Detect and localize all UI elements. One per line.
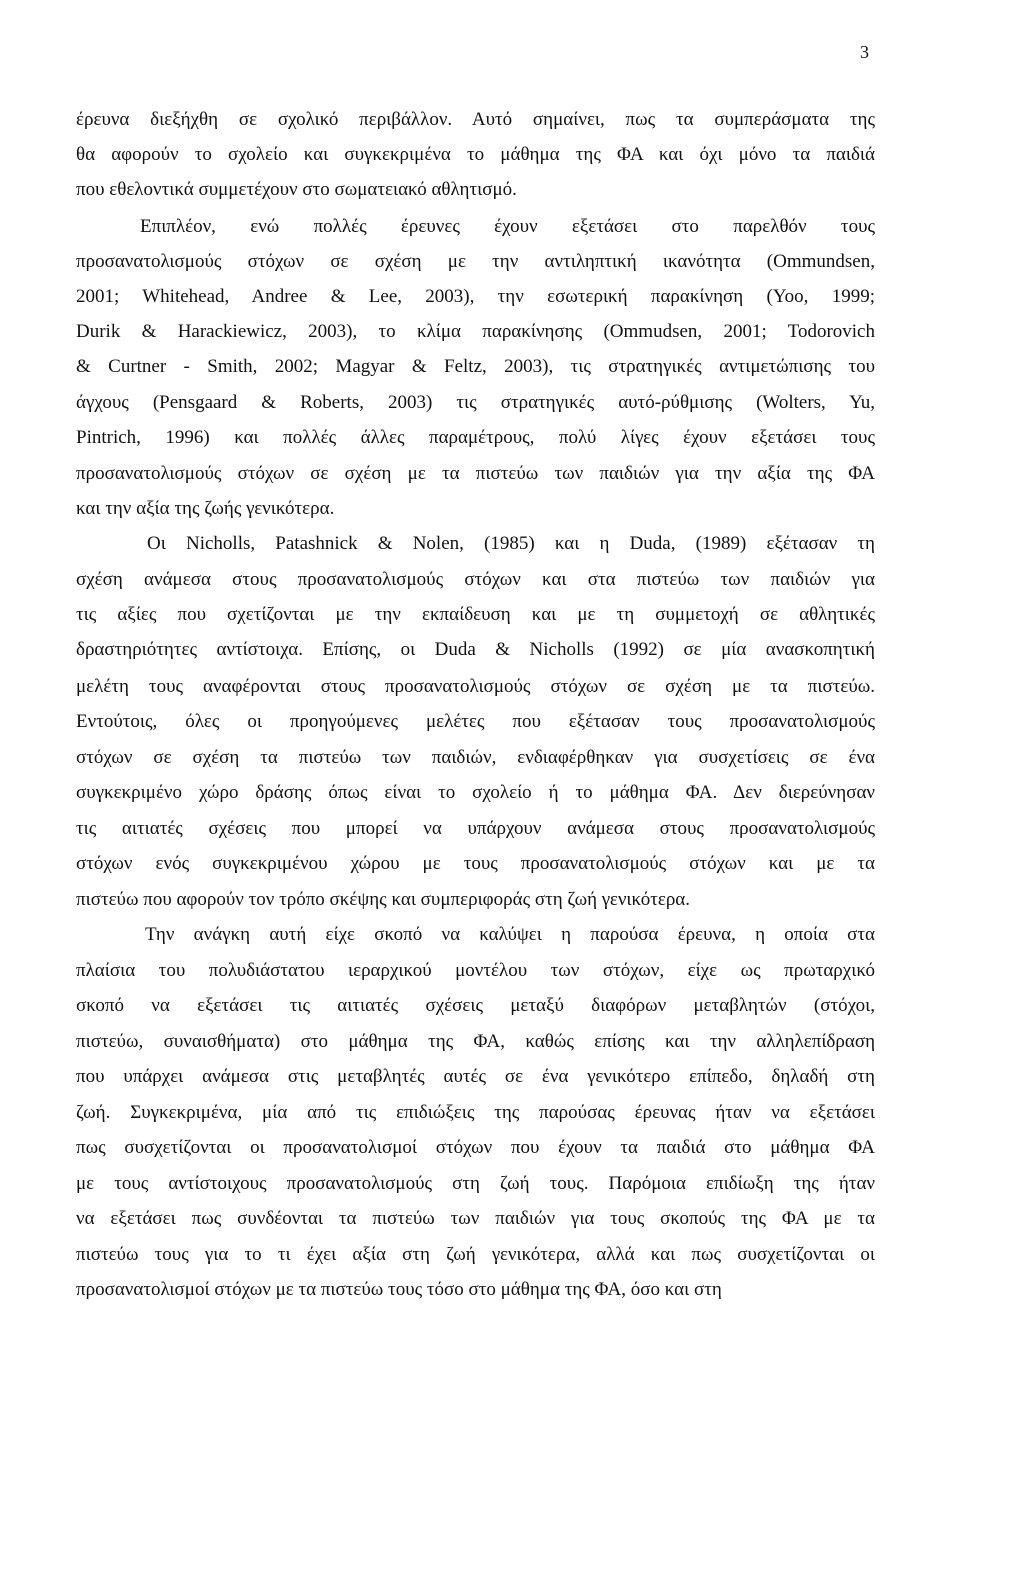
text-line: πλαίσια του πολυδιάστατου ιεραρχικού μοντέλου των στόχων, είχε ως πρωταρχικό — [76, 960, 875, 981]
text-line: πως συσχετίζονται οι προσανατολισμοί στόχων που έχουν τα παιδιά στο μάθημα ΦΑ — [76, 1137, 875, 1158]
text-line: 2001; Whitehead, Andree & Lee, 2003), την εσωτερική παρακίνηση (Yoo, 1999; — [76, 286, 875, 307]
text-line: να εξετάσει πως συνδέονται τα πιστεύω των παιδιών για τους σκοπούς της ΦΑ με τα — [76, 1208, 875, 1229]
page-number: 3 — [860, 42, 869, 62]
text-line: προσανατολισμοί στόχων με τα πιστεύω τους τόσο στο μάθημα της ΦΑ, όσο και στη — [76, 1279, 722, 1300]
text-line: έρευνα διεξήχθη σε σχολικό περιβάλλον. Αυτό σημαίνει, πως τα συμπεράσματα της — [76, 109, 875, 130]
text-line: προσανατολισμούς στόχων σε σχέση με την αντιληπτική ικανότητα (Ommundsen, — [76, 251, 875, 272]
text-line: ζωή. Συγκεκριμένα, μία από τις επιδιώξεις της παρούσας έρευνας ήταν να εξετάσει — [76, 1102, 875, 1123]
text-line: & Curtner - Smith, 2002; Magyar & Feltz, 2003), τις στρατηγικές αντιμετώπισης του — [76, 356, 875, 377]
text-line: που υπάρχει ανάμεσα στις μεταβλητές αυτές σε ένα γενικότερο επίπεδο, δηλαδή στη — [76, 1066, 875, 1087]
text-line: Την ανάγκη αυτή είχε σκοπό να καλύψει η παρούσα έρευνα, η οποία στα — [145, 924, 875, 945]
text-line: μελέτη τους αναφέρονται στους προσανατολισμούς στόχων σε σχέση με τα πιστεύω. — [76, 676, 875, 697]
text-line: πιστεύω, συναισθήματα) στο μάθημα της ΦΑ, καθώς επίσης και την αλληλεπίδραση — [76, 1031, 875, 1052]
text-line: σκοπό να εξετάσει τις αιτιατές σχέσεις μεταξύ διαφόρων μεταβλητών (στόχοι, — [76, 995, 875, 1016]
text-line: σχέση ανάμεσα στους προσανατολισμούς στόχων και στα πιστεύω των παιδιών για — [76, 569, 875, 590]
text-line: πιστεύω τους για το τι έχει αξία στη ζωή γενικότερα, αλλά και πως συσχετίζονται οι — [76, 1244, 875, 1265]
text-line: άγχους (Pensgaard & Roberts, 2003) τις στρατηγικές αυτό-ρύθμισης (Wolters, Yu, — [76, 392, 875, 413]
text-line: προσανατολισμούς στόχων σε σχέση με τα πιστεύω των παιδιών για την αξία της ΦΑ — [76, 463, 875, 484]
text-line: πιστεύω που αφορούν τον τρόπο σκέψης και συμπεριφοράς στη ζωή γενικότερα. — [76, 889, 691, 910]
text-line: δραστηριότητες αντίστοιχα. Επίσης, οι Duda & Nicholls (1992) σε μία ανασκοπητική — [76, 639, 875, 660]
text-line: συγκεκριμένο χώρο δράσης όπως είναι το σχολείο ή το μάθημα ΦΑ. Δεν διερεύνησαν — [76, 782, 875, 803]
text-line: στόχων ενός συγκεκριμένου χώρου με τους προσανατολισμούς στόχων και με τα — [76, 853, 875, 874]
text-line: τις αιτιατές σχέσεις που μπορεί να υπάρχουν ανάμεσα στους προσανατολισμούς — [76, 818, 875, 839]
text-line: Οι Nicholls, Patashnick & Nolen, (1985) και η Duda, (1989) εξέτασαν τη — [147, 533, 875, 554]
text-line: Εντούτοις, όλες οι προηγούμενες μελέτες που εξέτασαν τους προσανατολισμούς — [76, 711, 875, 732]
text-line: Επιπλέον, ενώ πολλές έρευνες έχουν εξετάσει στο παρελθόν τους — [140, 216, 875, 237]
text-line: που εθελοντικά συμμετέχουν στο σωματειακό αθλητισμό. — [76, 179, 517, 200]
text-line: στόχων σε σχέση τα πιστεύω των παιδιών, ενδιαφέρθηκαν για συσχετίσεις σε ένα — [76, 747, 875, 768]
text-line: τις αξίες που σχετίζονται με την εκπαίδευση και με τη συμμετοχή σε αθλητικές — [76, 604, 875, 625]
text-line: Durik & Harackiewicz, 2003), το κλίμα παρακίνησης (Ommudsen, 2001; Todorovich — [76, 321, 875, 342]
text-line: θα αφορούν το σχολείο και συγκεκριμένα το μάθημα της ΦΑ και όχι μόνο τα παιδιά — [76, 144, 875, 165]
text-line: με τους αντίστοιχους προσανατολισμούς στη ζωή τους. Παρόμοια επιδίωξη της ήταν — [76, 1173, 875, 1194]
text-line: Pintrich, 1996) και πολλές άλλες παραμέτρους, πολύ λίγες έχουν εξετάσει τους — [76, 427, 875, 448]
text-line: και την αξία της ζωής γενικότερα. — [76, 498, 335, 519]
